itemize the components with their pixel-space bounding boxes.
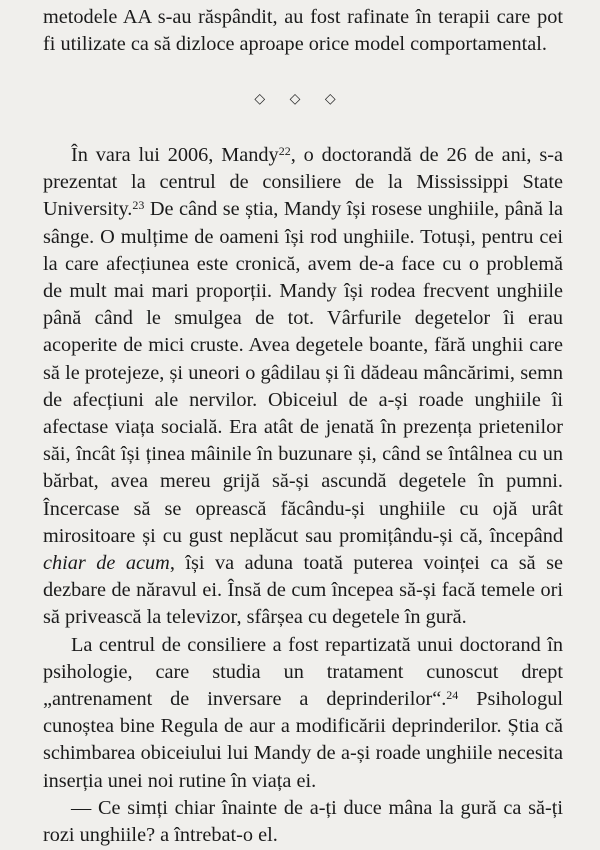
emphasis-text: chiar de acum (43, 552, 170, 575)
footnote-ref-24: 24 (446, 688, 459, 703)
text-line: metodele AA s-au răspândit, au fost rafinate în terapii care pot (43, 6, 563, 28)
section-separator: ◇ ◇ ◇ (254, 91, 346, 107)
paragraph-3 (43, 795, 563, 849)
main-text (43, 142, 563, 849)
paragraph-1-text: , o doctorandă de 26 de ani, s-a prezentat la centrul de consiliere de la Mississippi State University. (43, 144, 563, 221)
footnote-ref-23: 23 (132, 198, 145, 213)
text-line: fi utilizate ca să dizloce aproape orice model comportamental. (43, 33, 547, 56)
paragraph-2 (43, 632, 563, 795)
paragraph-1 (43, 142, 563, 632)
footnote-ref-22: 22 (278, 144, 291, 158)
dialogue-text: — Ce simți chiar înainte de a-ți duce mâna la gură ca să-ți rozi unghiile? a întrebat-o el. (43, 796, 563, 847)
paragraph-2-text: La centrul de consiliere a fost repartizată unui doctorand în psihologie, care studia un tratament cunoscut drept „antrenament de inversare a deprinderilor“. (43, 633, 563, 711)
paragraph-2-text: Psihologul cunoștea bine Regula de aur a modificării deprinderilor. Știa că schimbarea obiceiului lui Mandy de a-și roade unghiile necesita inserția unei noi rutine în viața ei. (43, 688, 563, 792)
paragraph-1-text: În vara lui 2006, Mandy (71, 144, 279, 166)
top-paragraph (43, 4, 563, 58)
paragraph-1-text: , își va aduna toată puterea voinței ca să se dezbare de năravul ei. Însă de cum începea să-și facă temele ori să privească la televizor, sfârșea cu degetele în gură. (43, 552, 563, 629)
paragraph-1-text: De când se știa, Mandy își rosese unghiile, până la sânge. O mulțime de oameni își rod unghiile. Totuși, pentru cei la care afecțiunea este cronică, avem de-a face cu o problemă de mult mai mari proporții. Mandy își rodea frecvent unghiile până când le smulgea de tot. Vârfurile degetelor îi erau acoperite de mici cruste. Avea degetele boante, fără unghii care să le protejeze, și uneori o gâdilau și îi dădeau mâncărimi, semn de afecțiuni ale nervilor. Obiceiul de a-și roade unghiile îi afectase viața socială. Era atât de jenată în prezența prietenilor săi, încât își ținea mâinile în buzunare și, când se întâlnea cu un bărbat, avea mereu grijă să-și ascundă degetele în pumni. Încercase să se oprească făcându-și unghiile cu ojă urât mirositoare și cu gust neplăcut sau promițându-și că, începând (43, 198, 563, 547)
